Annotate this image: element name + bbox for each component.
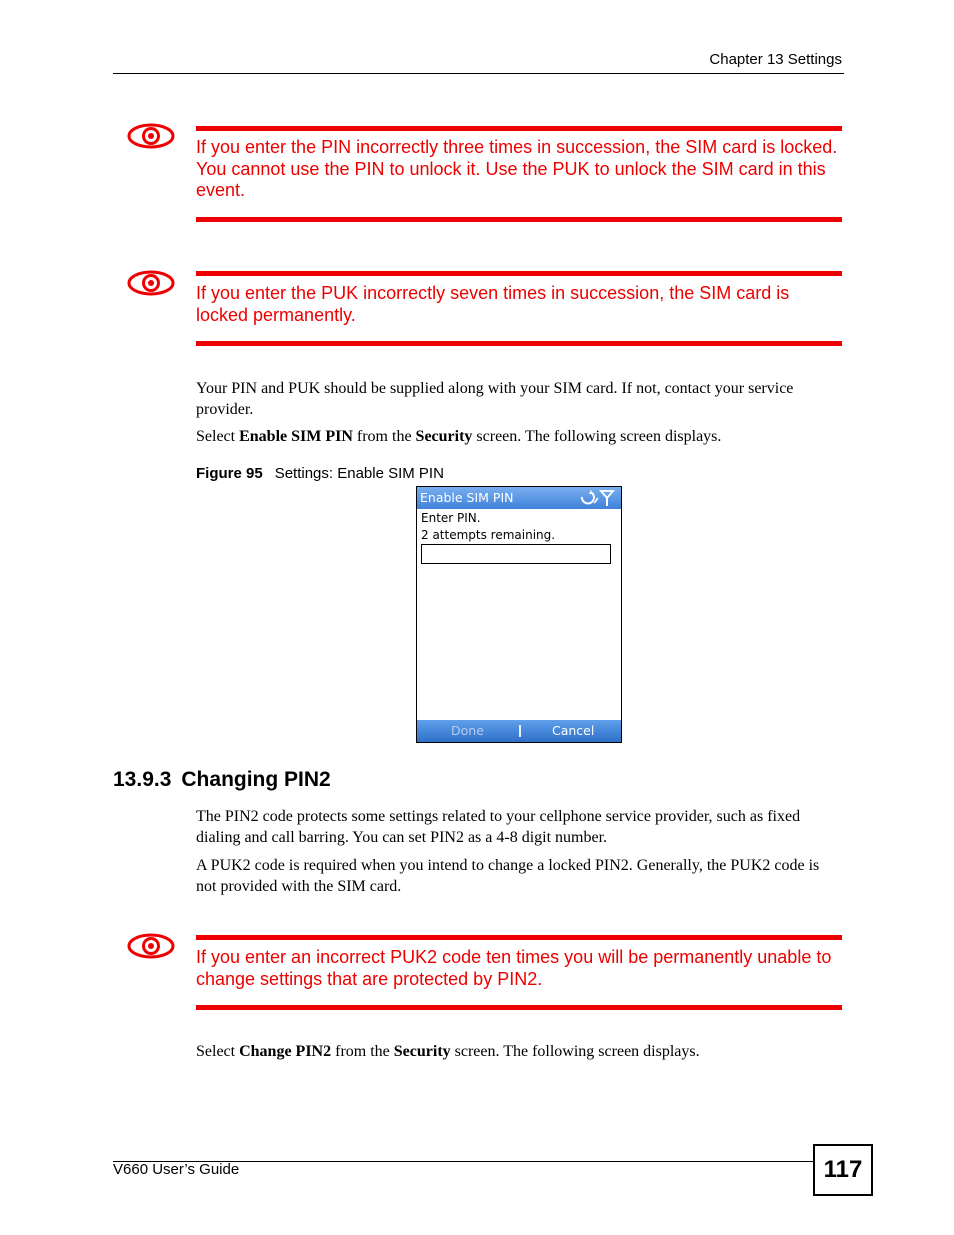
page-number: 117 [813,1144,873,1196]
eye-icon [127,932,175,960]
softkey-divider [519,725,521,737]
eye-icon [127,122,175,150]
warning-bottom-rule [196,341,842,346]
warning-text: If you enter the PIN incorrectly three times in succession, the SIM card is locked. You cannot use the PIN to unlock it. Use the PUK to unlock the SIM card in this event. [196,137,838,200]
eye-icon [127,269,175,297]
pin-input[interactable] [421,544,611,564]
signal-status-icon [579,489,615,507]
paragraph: A PUK2 code is required when you intend to change a locked PIN2. Generally, the PUK2 code is not provided with the SIM card. [196,857,820,895]
section-heading [113,768,331,792]
paragraph: Your PIN and PUK should be supplied along with your SIM card. If not, contact your service provider. [196,380,794,418]
figure-number: Figure 95 [196,465,263,482]
warning-top-rule [196,126,842,131]
guide-title: V660 User’s Guide [113,1161,240,1178]
done-softkey[interactable]: Done [451,723,484,738]
phone-attempts: 2 attempts remaining. [421,528,556,542]
phone-softkey-bar [417,720,621,742]
section-number: 13.9.3 [113,768,172,791]
paragraph: The PIN2 code protects some settings related to your cellphone service provider, such as fixed dialing and call barring. You can set PIN2 as a 4-8 digit number. [196,808,801,846]
paragraph: Select Enable SIM PIN from the Security screen. The following screen displays. [196,428,722,445]
phone-screen [416,486,622,743]
warning-top-rule [196,271,842,276]
phone-title-bar [417,487,621,509]
figure-caption [196,465,444,482]
cancel-softkey[interactable]: Cancel [552,723,595,738]
chapter-header: Chapter 13 Settings [709,51,842,68]
header-rule [113,73,844,74]
paragraph: Select Change PIN2 from the Security screen. The following screen displays. [196,1043,700,1060]
warning-top-rule [196,935,842,940]
warning-bottom-rule [196,217,842,222]
warning-text: If you enter the PUK incorrectly seven times in succession, the SIM card is locked permanently. [196,283,790,325]
phone-title: Enable SIM PIN [420,490,514,505]
warning-text: If you enter an incorrect PUK2 code ten times you will be permanently unable to change settings that are protected by PIN2. [196,947,832,989]
phone-prompt: Enter PIN. [421,511,481,525]
figure-title: Settings: Enable SIM PIN [274,465,444,482]
section-title: Changing PIN2 [181,768,331,791]
warning-bottom-rule [196,1005,842,1010]
